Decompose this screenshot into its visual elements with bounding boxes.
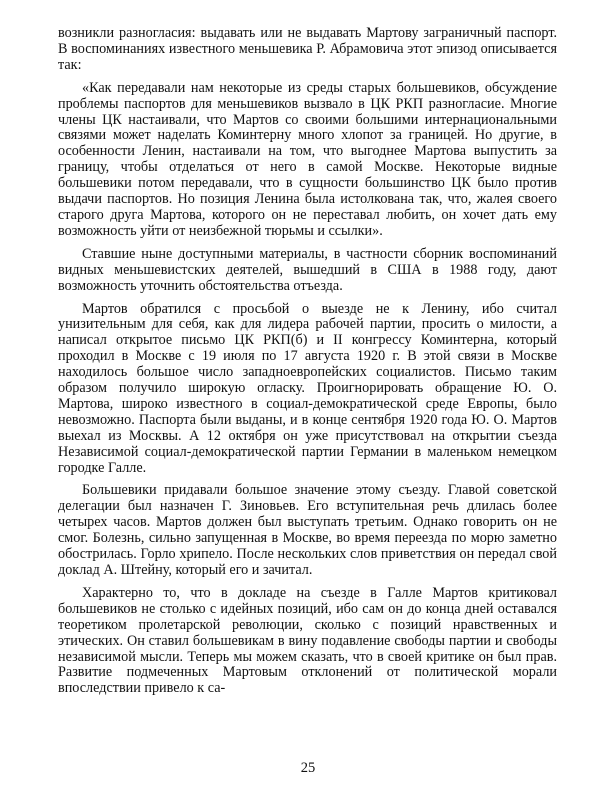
page-number: 25 (300, 760, 316, 776)
paragraph-6: Характерно то, что в докладе на съезде в Галле Мартов критиковал большевиков не столько с идейных позиций, ибо сам он до конца дней оставался теоретиком пролетарской революции, сколько с позиций нравственных и этических. Он ставил большевикам в вину подавление свободы партии и свободы независимой мысли. Теперь мы можем сказать, что в своей критике он был прав. Развитие подмеченных Мартовым отклонений от политической морали впоследствии привело к са- (58, 584, 557, 697)
page-body (58, 26, 557, 704)
paragraph-1: возникли разногласия: выдавать или не выдавать Мартову заграничный паспорт. В воспоминаниях известного меньшевика Р. Абрамовича этот эпизод описывается так: (58, 25, 557, 73)
paragraph-3: Ставшие ныне доступными материалы, в частности сборник воспоминаний видных меньшевистских деятелей, вышедший в США в 1988 году, дают возможность уточнить обстоятельства отъезда. (58, 245, 557, 294)
paragraph-quote: «Как передавали нам некоторые из среды старых большевиков, обсуждение проблемы паспортов для меньшевиков вызвало в ЦК РКП разногласие. Многие члены ЦК настаивали, что Мартов со своими большими интернациональными связями может наделать Коминтерну много хлопот за границей. Но другие, в особенности Ленин, настаивали на том, что выгоднее Мартова выпустить за границу, чтобы отделаться от него в самой Москве. Некоторые видные большевики потом передавали, что в сущности большинство ЦК было против выдачи паспортов. Но позиция Ленина была истолкована так, что, жалея своего старого друга Мартова, которого он не переставал любить, он хочет дать ему возможность уйти от неизбежной тюрьмы и ссылки». (58, 79, 557, 239)
paragraph-5: Большевики придавали большое значение этому съезду. Главой советской делегации был назначен Г. Зиновьев. Его вступительная речь длилась более четырех часов. Мартов должен был выступать третьим. Однако говорить он не смог. Болезнь, сильно запущенная в Москве, во время переезда по морю заметно обострилась. Горло хрипело. После нескольких слов приветствия он передал свой доклад А. Штейну, который его и зачитал. (58, 482, 557, 578)
paragraph-4: Мартов обратился с просьбой о выезде не к Ленину, ибо считал унизительным для себя, как для лидера рабочей партии, просить о милости, а написал открытое письмо ЦК РКП(б) и II конгрессу Коминтерна, который проходил в Москве с 19 июля по 17 августа 1920 г. В этой связи в Москве находилось большое число западноевропейских социалистов. Письмо таким образом получило широкую огласку. Проигнорировать обращение Ю. О. Мартова, широко известного в социал-демократической среде Европы, было невозможно. Паспорта были выданы, и в конце сентября 1920 года Ю. О. Мартов выехал из Москвы. А 12 октября он уже присутствовал на открытии съезда Независимой социал-демократической партии Германии в маленьком немецком городке Галле. (58, 300, 557, 476)
